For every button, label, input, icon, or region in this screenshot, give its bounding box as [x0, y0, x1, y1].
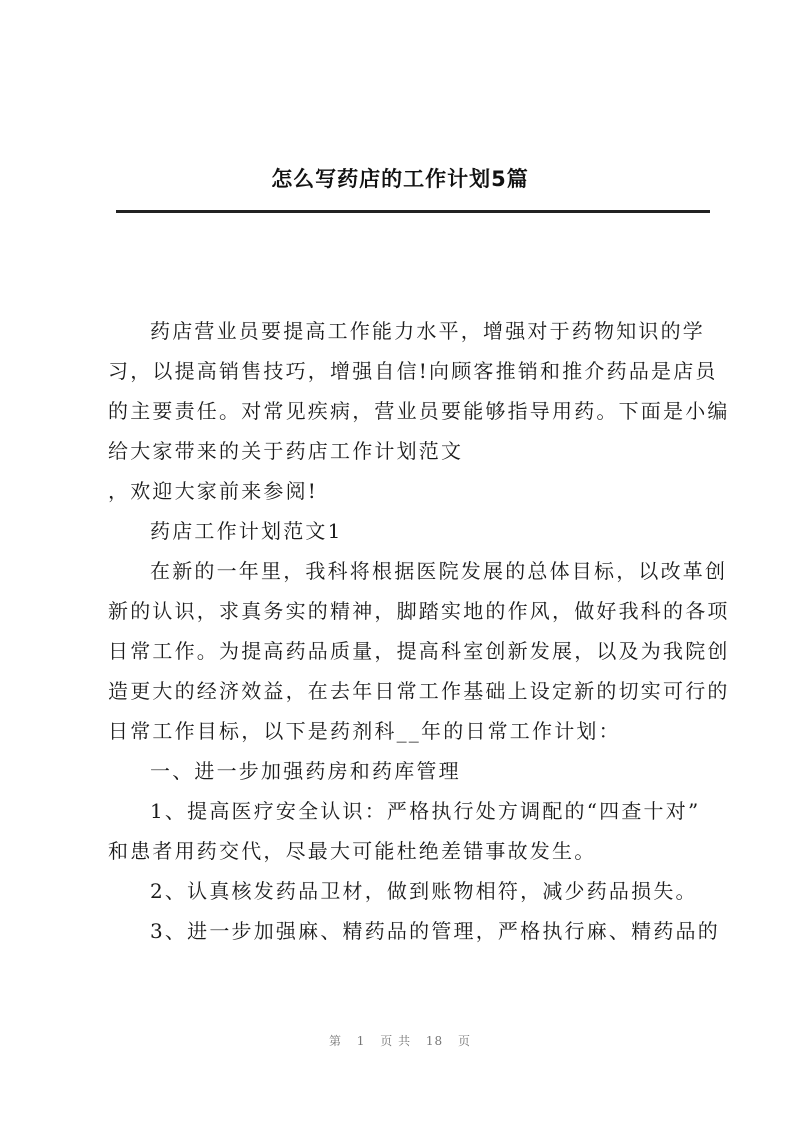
footer-total-pages: 18: [425, 1034, 444, 1048]
text-line: ，欢迎大家前来参阅!: [108, 479, 319, 503]
text-line: 一、进一步加强药房和药库管理: [150, 759, 461, 783]
footer-prefix: 第: [328, 1034, 342, 1048]
text-line: 药店营业员要提高工作能力水平，增强对于药物知识的学: [150, 319, 705, 343]
text-line: 3、进一步加强麻、精药品的管理，严格执行麻、精药品的: [150, 919, 720, 943]
text-line: 和患者用药交代，尽最大可能杜绝差错事故发生。: [108, 839, 597, 863]
text-line: 给大家带来的关于药店工作计划范文: [108, 439, 464, 463]
document-body: [108, 311, 730, 951]
text-line: 日常工作。为提高药品质量，提高科室创新发展，以及为我院创: [108, 639, 730, 663]
footer-suffix: 页: [458, 1034, 472, 1048]
document-title: 怎么写药店的工作计划5篇: [271, 167, 529, 191]
title-underline: [116, 210, 710, 213]
text-line: 的主要责任。对常见疾病，营业员要能够指导用药。下面是小编: [108, 399, 730, 423]
text-line: 新的认识，求真务实的精神，脚踏实地的作风，做好我科的各项: [108, 599, 730, 623]
text-line: 药店工作计划范文1: [150, 519, 343, 543]
text-line: 造更大的经济效益，在去年日常工作基础上设定新的切实可行的: [108, 679, 730, 703]
text-line: 日常工作目标，以下是药剂科__年的日常工作计划：: [108, 719, 621, 743]
text-line: 在新的一年里，我科将根据医院发展的总体目标，以改革创: [150, 559, 728, 583]
text-line: 1、提高医疗安全认识：严格执行处方调配的“四查十对”: [150, 799, 701, 823]
page-footer: [0, 1032, 800, 1049]
footer-middle: 页 共: [380, 1034, 412, 1048]
footer-current-page: 1: [356, 1034, 366, 1048]
text-line: 习，以提高销售技巧，增强自信!向顾客推销和推介药品是店员: [108, 359, 718, 383]
text-line: 2、认真核发药品卫材，做到账物相符，减少药品损失。: [150, 879, 698, 903]
